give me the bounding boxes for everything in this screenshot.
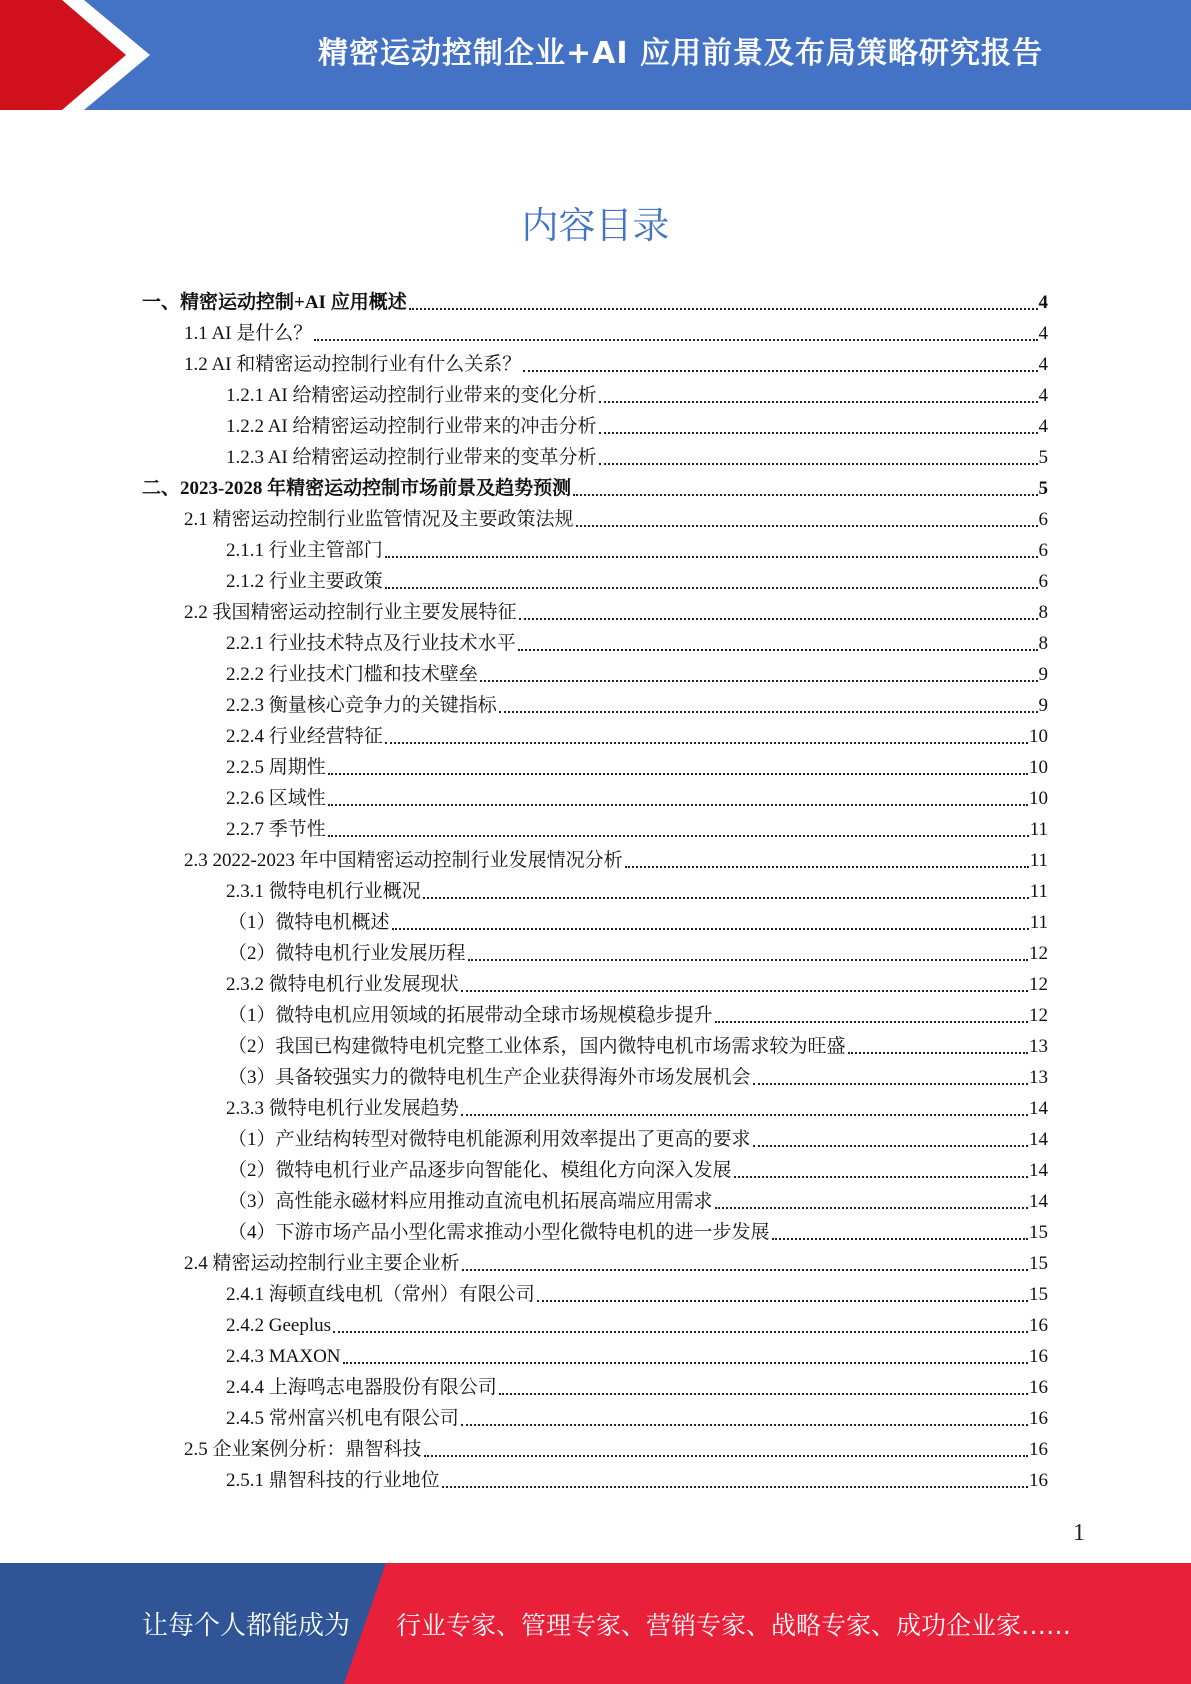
toc-entry[interactable] (228, 1028, 1048, 1059)
toc-heading: 内容目录 (521, 204, 670, 247)
toc-entry[interactable] (226, 563, 1048, 594)
toc-entry-label: 2.2.7 季节性 (226, 819, 326, 840)
toc-entry-page: 8 (1038, 633, 1048, 654)
toc-entry-page: 16 (1029, 1439, 1048, 1460)
toc-entry-label: 2.3 2022-2023 年中国精密运动控制行业发展情况分析 (184, 850, 623, 871)
toc-entry-label: 2.2.2 行业技术门槛和技术壁垒 (226, 664, 478, 685)
toc-entry-page: 13 (1029, 1067, 1048, 1088)
toc-entry-page: 11 (1029, 912, 1048, 933)
toc-leader-dots (715, 1205, 1028, 1209)
toc-entry-page: 16 (1029, 1470, 1048, 1491)
toc-entry-label: （2）微特电机行业产品逐步向智能化、模组化方向深入发展 (228, 1160, 732, 1181)
toc-entry[interactable] (228, 1152, 1048, 1183)
toc-entry-label: （1）微特电机概述 (228, 912, 390, 933)
toc-entry[interactable] (184, 346, 1048, 377)
toc-entry[interactable] (226, 1090, 1048, 1121)
toc-entry-label: 1.2 AI 和精密运动控制行业有什么关系？ (184, 354, 522, 375)
toc-entry-label: 2.2.6 区域性 (226, 788, 326, 809)
toc-entry-page: 9 (1038, 664, 1048, 685)
footer-banner (0, 1563, 1191, 1684)
toc-entry-label: 2.4.2 Geeplus (226, 1315, 332, 1336)
header-banner (0, 0, 1191, 110)
toc-entry[interactable] (226, 439, 1048, 470)
toc-leader-dots (518, 647, 1038, 651)
toc-entry[interactable] (226, 1307, 1048, 1338)
toc-entry[interactable] (228, 1214, 1048, 1245)
toc-entry-page: 15 (1029, 1284, 1048, 1305)
toc-leader-dots (392, 926, 1029, 930)
toc-entry-page: 4 (1038, 292, 1048, 313)
toc-entry-page: 8 (1038, 602, 1048, 623)
toc-entry-page: 12 (1029, 1005, 1048, 1026)
toc-entry[interactable] (142, 284, 1048, 315)
toc-entry-page: 6 (1038, 540, 1048, 561)
toc-entry[interactable] (184, 842, 1048, 873)
toc-entry-page: 6 (1038, 509, 1048, 530)
toc-leader-dots (848, 1050, 1028, 1054)
toc-entry[interactable] (228, 997, 1048, 1028)
toc-leader-dots (461, 1112, 1028, 1116)
toc-leader-dots (753, 1081, 1028, 1085)
toc-leader-dots (385, 585, 1038, 589)
toc-leader-dots (599, 461, 1038, 465)
toc-entry-label: 2.4.3 MAXON (226, 1346, 341, 1367)
toc-entry-page: 4 (1038, 354, 1048, 375)
toc-leader-dots (333, 1329, 1028, 1333)
toc-entry[interactable] (184, 594, 1048, 625)
toc-leader-dots (385, 554, 1038, 558)
toc-leader-dots (409, 306, 1038, 310)
toc-entry[interactable] (226, 1276, 1048, 1307)
toc-leader-dots (523, 368, 1037, 372)
toc-leader-dots (442, 1484, 1028, 1488)
toc-leader-dots (537, 1298, 1028, 1302)
toc-entry-page: 4 (1038, 416, 1048, 437)
toc-entry[interactable] (142, 470, 1048, 501)
toc-entry-page: 16 (1029, 1315, 1048, 1336)
toc-entry-label: （2）我国已构建微特电机完整工业体系，国内微特电机市场需求较为旺盛 (228, 1036, 846, 1057)
toc-entry[interactable] (226, 687, 1048, 718)
toc-entry[interactable] (226, 656, 1048, 687)
toc-leader-dots (462, 1267, 1028, 1271)
report-title: 精密运动控制企业+AI 应用前景及布局策略研究报告 (318, 36, 1043, 71)
toc-leader-dots (328, 833, 1029, 837)
toc-leader-dots (480, 678, 1038, 682)
toc-leader-dots (468, 957, 1028, 961)
toc-entry-label: 2.2.4 行业经营特征 (226, 726, 383, 747)
toc-entry[interactable] (226, 749, 1048, 780)
toc-entry[interactable] (226, 873, 1048, 904)
toc-entry[interactable] (184, 1431, 1048, 1462)
toc-entry[interactable] (226, 780, 1048, 811)
toc-entry[interactable] (226, 966, 1048, 997)
toc-entry[interactable] (226, 625, 1048, 656)
toc-leader-dots (753, 1143, 1028, 1147)
toc-entry-label: 2.5.1 鼎智科技的行业地位 (226, 1470, 440, 1491)
toc-entry-page: 13 (1029, 1036, 1048, 1057)
toc-entry[interactable] (226, 718, 1048, 749)
toc-entry-page: 15 (1029, 1253, 1048, 1274)
toc-entry[interactable] (184, 1245, 1048, 1276)
toc-leader-dots (772, 1236, 1028, 1240)
toc-leader-dots (715, 1019, 1028, 1023)
toc-entry[interactable] (226, 532, 1048, 563)
toc-entry-page: 11 (1029, 881, 1048, 902)
toc-entry[interactable] (226, 1400, 1048, 1431)
toc-entry-page: 6 (1038, 571, 1048, 592)
toc-leader-dots (576, 523, 1038, 527)
page-number: 1 (1073, 1520, 1085, 1546)
toc-entry[interactable] (184, 315, 1048, 346)
toc-entry-label: 2.4.1 海顿直线电机（常州）有限公司 (226, 1284, 535, 1305)
toc-entry-label: 2.5 企业案例分析：鼎智科技 (184, 1439, 422, 1460)
toc-entry[interactable] (228, 935, 1048, 966)
toc-leader-dots (499, 709, 1038, 713)
toc-entry[interactable] (226, 811, 1048, 842)
footer-slogan-right: 行业专家、管理专家、营销专家、战略专家、成功企业家…… (396, 1610, 1072, 1640)
toc-entry[interactable] (226, 1338, 1048, 1369)
toc-leader-dots (328, 771, 1028, 775)
toc-leader-dots (625, 864, 1029, 868)
toc-entry-label: 1.2.1 AI 给精密运动控制行业带来的变化分析 (226, 385, 597, 406)
toc-entry-page: 4 (1038, 385, 1048, 406)
toc-entry-label: 2.3.2 微特电机行业发展现状 (226, 974, 459, 995)
toc-leader-dots (424, 1453, 1028, 1457)
toc-leader-dots (385, 740, 1028, 744)
toc-entry-page: 12 (1029, 974, 1048, 995)
toc-entry[interactable] (228, 904, 1048, 935)
toc-leader-dots (573, 492, 1037, 496)
toc-entry-page: 11 (1029, 819, 1048, 840)
toc-entry-label: 2.4.5 常州富兴机电有限公司 (226, 1408, 459, 1429)
toc-entry[interactable] (184, 501, 1048, 532)
toc-entry-label: 一、精密运动控制+AI 应用概述 (142, 292, 407, 313)
toc-entry[interactable] (226, 408, 1048, 439)
toc-entry-label: （1）微特电机应用领域的拓展带动全球市场规模稳步提升 (228, 1005, 713, 1026)
toc-entry-label: 2.2.1 行业技术特点及行业技术水平 (226, 633, 516, 654)
toc-entry[interactable] (226, 1369, 1048, 1400)
toc-entry-page: 5 (1038, 478, 1048, 499)
toc-entry-page: 5 (1038, 447, 1048, 468)
toc-leader-dots (499, 1391, 1028, 1395)
toc-entry-label: （3）具备较强实力的微特电机生产企业获得海外市场发展机会 (228, 1067, 751, 1088)
toc-entry-page: 11 (1029, 850, 1048, 871)
toc-entry-label: 2.3.1 微特电机行业概况 (226, 881, 421, 902)
toc-entry-page: 14 (1029, 1191, 1048, 1212)
footer-slogan-left: 让每个人都能成为 (142, 1611, 351, 1641)
toc-leader-dots (519, 616, 1038, 620)
toc-entry-label: （3）高性能永磁材料应用推动直流电机拓展高端应用需求 (228, 1191, 713, 1212)
toc-leader-dots (599, 399, 1038, 403)
toc-entry-label: 2.2 我国精密运动控制行业主要发展特征 (184, 602, 517, 623)
toc-entry-label: 2.4 精密运动控制行业主要企业析 (184, 1253, 460, 1274)
toc-entry-label: 2.4.4 上海鸣志电器股份有限公司 (226, 1377, 497, 1398)
toc-entry-page: 16 (1029, 1377, 1048, 1398)
toc-leader-dots (328, 802, 1028, 806)
toc-leader-dots (461, 988, 1028, 992)
toc-entry-label: 1.2.3 AI 给精密运动控制行业带来的变革分析 (226, 447, 597, 468)
toc-entry[interactable] (228, 1183, 1048, 1214)
toc-entry-label: （4）下游市场产品小型化需求推动小型化微特电机的进一步发展 (228, 1222, 770, 1243)
toc-entry-label: 2.2.5 周期性 (226, 757, 326, 778)
toc-entry[interactable] (228, 1121, 1048, 1152)
toc-entry-label: 2.3.3 微特电机行业发展趋势 (226, 1098, 459, 1119)
toc-entry-page: 4 (1038, 323, 1048, 344)
toc-entry-page: 9 (1038, 695, 1048, 716)
toc-entry-page: 16 (1029, 1408, 1048, 1429)
toc-entry-label: （2）微特电机行业发展历程 (228, 943, 466, 964)
toc-entry-page: 16 (1029, 1346, 1048, 1367)
toc-entry-page: 14 (1029, 1160, 1048, 1181)
toc-entry[interactable] (226, 377, 1048, 408)
toc-entry-label: 1.2.2 AI 给精密运动控制行业带来的冲击分析 (226, 416, 597, 437)
toc-leader-dots (423, 895, 1029, 899)
toc-entry-label: 2.2.3 衡量核心竞争力的关键指标 (226, 695, 497, 716)
toc-entry-page: 15 (1029, 1222, 1048, 1243)
toc-leader-dots (461, 1422, 1028, 1426)
toc-entry-label: 1.1 AI 是什么？ (184, 323, 313, 344)
toc-entry-page: 10 (1029, 788, 1048, 809)
toc-entry-page: 12 (1029, 943, 1048, 964)
toc-entry-label: （1）产业结构转型对微特电机能源利用效率提出了更高的要求 (228, 1129, 751, 1150)
toc-entry[interactable] (228, 1059, 1048, 1090)
toc-entry-label: 2.1 精密运动控制行业监管情况及主要政策法规 (184, 509, 574, 530)
toc-entry-page: 10 (1029, 726, 1048, 747)
toc-entry-label: 二、2023-2028 年精密运动控制市场前景及趋势预测 (142, 478, 572, 499)
toc-entry-page: 10 (1029, 757, 1048, 778)
toc-leader-dots (599, 430, 1038, 434)
toc-leader-dots (734, 1174, 1028, 1178)
toc-entry-page: 14 (1029, 1098, 1048, 1119)
toc-entry-label: 2.1.2 行业主要政策 (226, 571, 383, 592)
toc-entry-label: 2.1.1 行业主管部门 (226, 540, 383, 561)
toc-leader-dots (343, 1360, 1028, 1364)
toc-leader-dots (314, 337, 1037, 341)
toc-entry[interactable] (226, 1462, 1048, 1493)
toc-entry-page: 14 (1029, 1129, 1048, 1150)
